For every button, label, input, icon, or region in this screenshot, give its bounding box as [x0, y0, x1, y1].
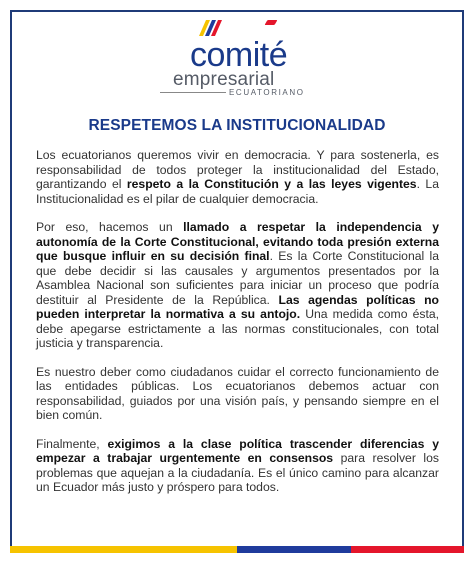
paragraph-text: . La Institucionalidad es el pilar de cualquier democracia. [36, 177, 439, 206]
paragraph-3 [36, 365, 439, 423]
page-title: RESPETEMOS LA INSTITUCIONALIDAD [88, 117, 386, 134]
paragraph-text: Finalmente, [36, 436, 108, 451]
paragraph-text: Es nuestro deber como ciudadanos cuidar el correcto funcionamiento de las entidades públicas. Los ecuatorianos debemos actuar con responsabilidad, guiados por una visión país, y pensando siempre en el bien común. [36, 364, 439, 422]
paragraph-2 [36, 220, 439, 351]
logo [0, 0, 474, 110]
paragraph-text: Una medida como ésta, debe apegarse estrictamente a las normas constitucionales, con total justicia y transparencia. [36, 307, 439, 350]
statement-body [36, 148, 439, 509]
paragraph-text: para resolver los problemas que aquejan a la ciudadanía. Es el único camino para alcanzar un Ecuador más justo y próspero para todos. [36, 451, 439, 494]
paragraph-1 [36, 148, 439, 206]
paragraph-text: Por eso, hacemos un [36, 220, 184, 234]
paragraph-emphasis: llamado a respetar la independencia y autonomía de la Corte Constitucional, evitando toda presión externa que busque influir en su decisión final [36, 220, 439, 263]
paragraph-text: Los ecuatorianos queremos vivir en democracia. Y para sostenerla, es responsabilidad de todos proteger la institucionalidad del Estado, garantizando el [36, 148, 439, 191]
logo-name: comité [190, 36, 288, 74]
paragraph-emphasis: respeto a la Constitución y a las leyes vigentes [126, 177, 417, 191]
ecuador-flag-mark-icon [197, 18, 225, 38]
flag-stripe [10, 546, 464, 553]
paragraph-emphasis: exigimos a la clase política trascender diferencias y empezar a trabajar urgentemente en consensos [36, 436, 440, 465]
flag-stripe-yellow [10, 546, 237, 553]
logo-divider [160, 92, 226, 93]
flag-stripe-blue [237, 546, 351, 553]
logo-tagline: ECUATORIANO [229, 88, 305, 97]
logo-accent-mark [265, 20, 278, 25]
paragraph-text: . Es la Corte Constitucional la que debe decidir si las causales y argumentos presentados por la Asamblea Nacional son suficientes para iniciar un proceso que podría destituir al Presidente de la República. [36, 249, 439, 307]
logo-subtitle: empresarial [173, 69, 275, 90]
paragraph-4 [36, 437, 439, 495]
paragraph-emphasis: Las agendas políticas no pueden interpretar la normativa a su antojo. [36, 292, 439, 321]
flag-stripe-red [351, 546, 464, 553]
